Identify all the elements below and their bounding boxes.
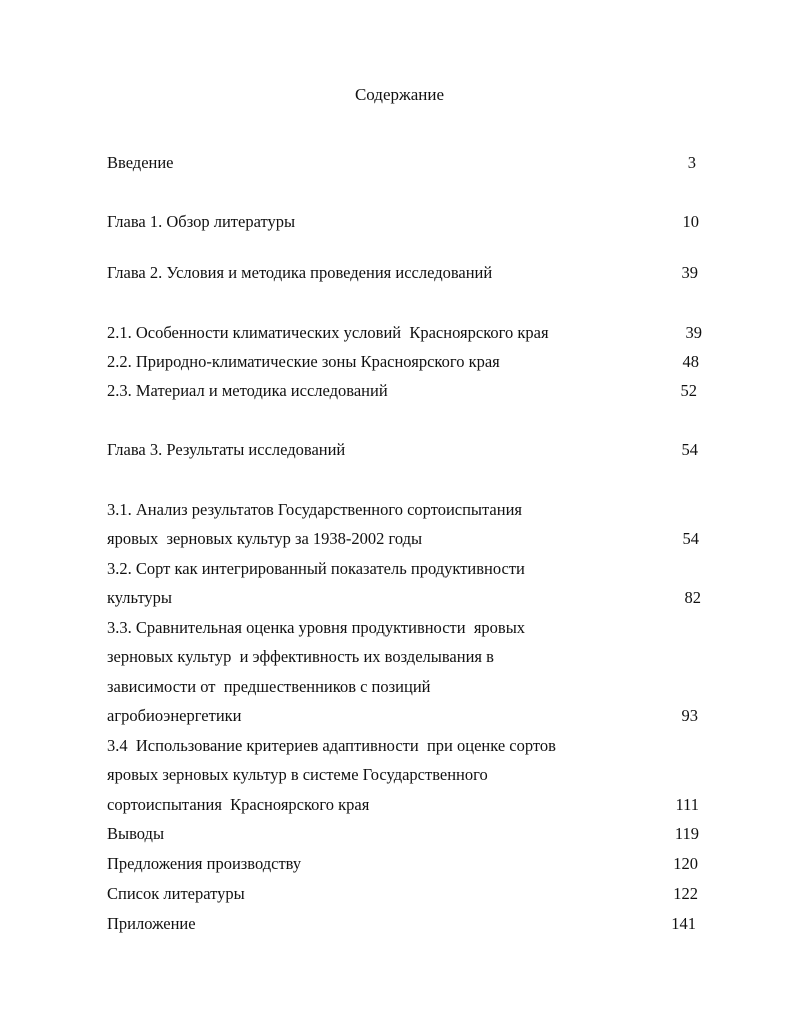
toc-entry-section-2-2	[107, 351, 699, 373]
toc-entry-text: зависимости от предшественников с позиций	[107, 677, 431, 696]
toc-entry-text: Глава 3. Результаты исследований	[107, 440, 346, 459]
toc-entry-section-3-3-line-1	[107, 617, 699, 639]
toc-entry-recommendations	[107, 853, 699, 875]
toc-entry-text: Глава 1. Обзор литературы	[107, 212, 296, 231]
toc-entry-chapter-2	[107, 262, 699, 284]
toc-entry-section-3-2-line-2	[107, 587, 699, 609]
toc-entry-page: 54	[682, 529, 699, 548]
toc-entry-section-3-4-line-3	[107, 794, 699, 816]
toc-entry-appendix	[107, 913, 699, 935]
toc-entry-text: Глава 2. Условия и методика проведения исследований	[107, 263, 493, 282]
toc-entry-page: 111	[675, 795, 699, 814]
toc-entry-text: 3.1. Анализ результатов Государственного сортоиспытания	[107, 500, 522, 519]
toc-entry-text: яровых зерновых культур в системе Государственного	[107, 765, 488, 784]
toc-entry-text: сортоиспытания Красноярского края	[107, 795, 370, 814]
toc-entry-text: 3.4 Использование критериев адаптивности при оценке сортов	[107, 736, 556, 755]
toc-entry-text: 2.3. Материал и методика исследований	[107, 381, 388, 400]
toc-entry-section-3-4-line-1	[107, 735, 699, 757]
toc-entry-text: Выводы	[107, 824, 165, 843]
toc-entry-page: 39	[685, 323, 702, 342]
toc-entry-chapter-3	[107, 439, 699, 461]
toc-entry-text: 3.3. Сравнительная оценка уровня продуктивности яровых	[107, 618, 526, 637]
toc-entry-page: 93	[681, 706, 698, 725]
toc-entry-page: 141	[671, 914, 696, 933]
toc-entry-page: 82	[684, 588, 701, 607]
toc-entry-page: 119	[674, 824, 699, 843]
toc-entry-text: Приложение	[107, 914, 196, 933]
toc-entry-section-3-3-line-3	[107, 676, 699, 698]
toc-entry-section-3-2-line-1	[107, 558, 699, 580]
toc-entry-text: Список литературы	[107, 884, 245, 903]
toc-entry-section-3-1-line-1	[107, 499, 699, 521]
toc-entry-text: Введение	[107, 153, 174, 172]
toc-entry-text: яровых зерновых культур за 1938-2002 годы	[107, 529, 423, 548]
toc-entry-page: 52	[680, 381, 697, 400]
toc-entry-section-3-4-line-2	[107, 764, 699, 786]
toc-entry-text: 2.2. Природно-климатические зоны Красноярского края	[107, 352, 500, 371]
toc-entry-page: 3	[687, 153, 696, 172]
page-title: Содержание	[354, 85, 445, 104]
toc-entry-introduction	[107, 152, 699, 174]
toc-entry-section-3-3-line-2	[107, 646, 699, 668]
toc-entry-page: 120	[673, 854, 698, 873]
toc-entry-text: Предложения производству	[107, 854, 302, 873]
toc-entry-page: 39	[681, 263, 698, 282]
toc-entry-text: 3.2. Сорт как интегрированный показатель продуктивности	[107, 559, 525, 578]
toc-entry-section-3-3-line-4	[107, 705, 699, 727]
toc-entry-text: 2.1. Особенности климатических условий Красноярского края	[107, 323, 549, 342]
toc-entry-section-2-1	[107, 322, 702, 344]
toc-entry-section-2-3	[107, 380, 699, 402]
toc-entry-page: 122	[673, 884, 698, 903]
toc-entry-text: агробиоэнергетики	[107, 706, 242, 725]
toc-entry-references	[107, 883, 699, 905]
toc-entry-page: 54	[681, 440, 698, 459]
toc-entry-chapter-1	[107, 211, 699, 233]
toc-entry-page: 10	[682, 212, 699, 231]
toc-entry-text: зерновых культур и эффективность их возделывания в	[107, 647, 494, 666]
toc-entry-conclusions	[107, 823, 699, 845]
toc-entry-text: культуры	[107, 588, 173, 607]
toc-entry-section-3-1-line-2	[107, 528, 699, 550]
toc-entry-page: 48	[682, 352, 699, 371]
